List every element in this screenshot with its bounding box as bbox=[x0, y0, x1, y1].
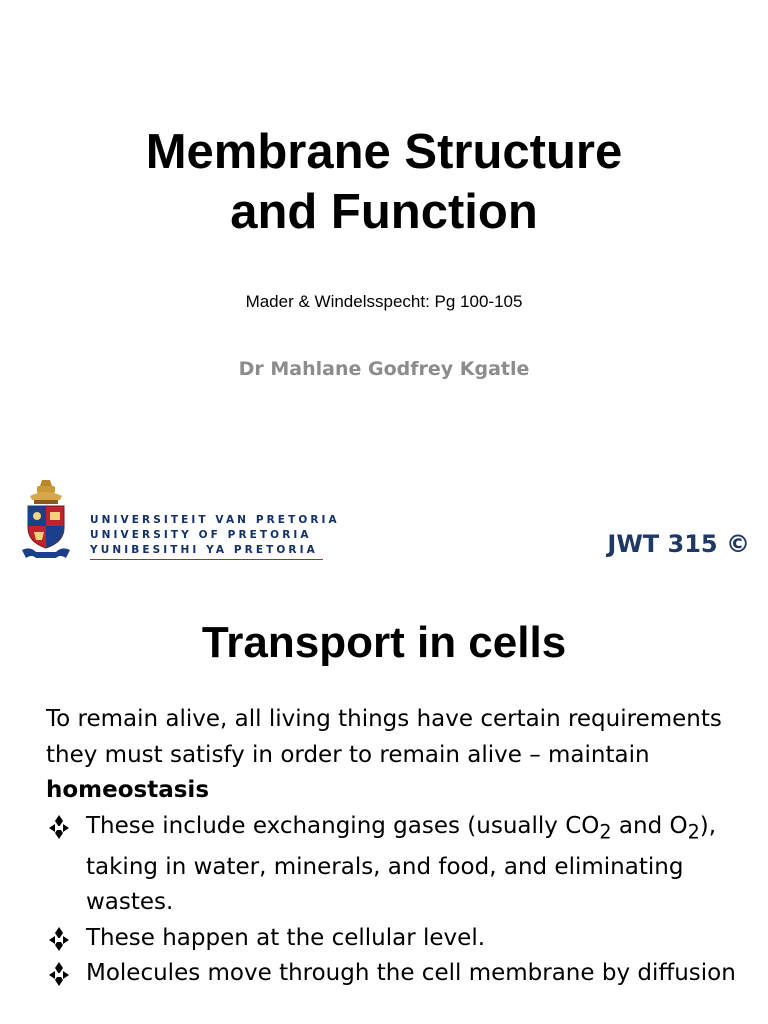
diamond-bullet-icon bbox=[46, 921, 72, 956]
diamond-bullet-icon bbox=[46, 809, 72, 844]
intro-text: To remain alive, all living things have certain requirements they must satisfy in order to remain alive – maintain bbox=[46, 706, 722, 768]
bullet-text-2: These happen at the cellular level. bbox=[86, 924, 486, 951]
course-code: JWT 315 © bbox=[607, 530, 750, 558]
slide-2-body bbox=[46, 702, 746, 992]
slide-2-title: Transport in cells bbox=[201, 618, 567, 667]
list-item bbox=[46, 921, 746, 957]
bullet-text-3: Molecules move through the cell membrane by diffusion bbox=[86, 960, 736, 987]
bullet-list bbox=[46, 809, 746, 992]
bullet-text-1-mid: and O bbox=[611, 812, 688, 839]
university-name-english: UNIVERSITY OF PRETORIA bbox=[90, 529, 312, 541]
university-name bbox=[90, 513, 340, 558]
university-name-afrikaans: UNIVERSITEIT VAN PRETORIA bbox=[90, 514, 340, 526]
bullet-text-1-sub2: 2 bbox=[687, 820, 700, 844]
university-name-sepedi: YUNIBESITHI YA PRETORIA bbox=[90, 544, 318, 556]
slide-title bbox=[0, 122, 768, 242]
title-line-2: and Function bbox=[230, 185, 538, 239]
list-item bbox=[46, 809, 746, 921]
intro-bold-term: homeostasis bbox=[46, 777, 210, 803]
bullet-text-1-sub1: 2 bbox=[599, 820, 612, 844]
list-item bbox=[46, 956, 746, 992]
university-logo bbox=[20, 476, 340, 566]
diamond-bullet-icon bbox=[46, 956, 72, 991]
intro-paragraph bbox=[46, 702, 746, 809]
logo-rule bbox=[90, 559, 323, 560]
reference-text: Mader & Windelsspecht: Pg 100-105 bbox=[245, 292, 523, 311]
bullet-text-1-pre: These include exchanging gases (usually CO bbox=[86, 812, 600, 839]
university-crest-icon bbox=[20, 476, 72, 562]
bullet-text-1-post: ), taking in water, minerals, and food, and eliminating wastes. bbox=[86, 812, 717, 916]
author-name: Dr Mahlane Godfrey Kgatle bbox=[238, 358, 530, 380]
title-line-1: Membrane Structure bbox=[145, 125, 623, 179]
